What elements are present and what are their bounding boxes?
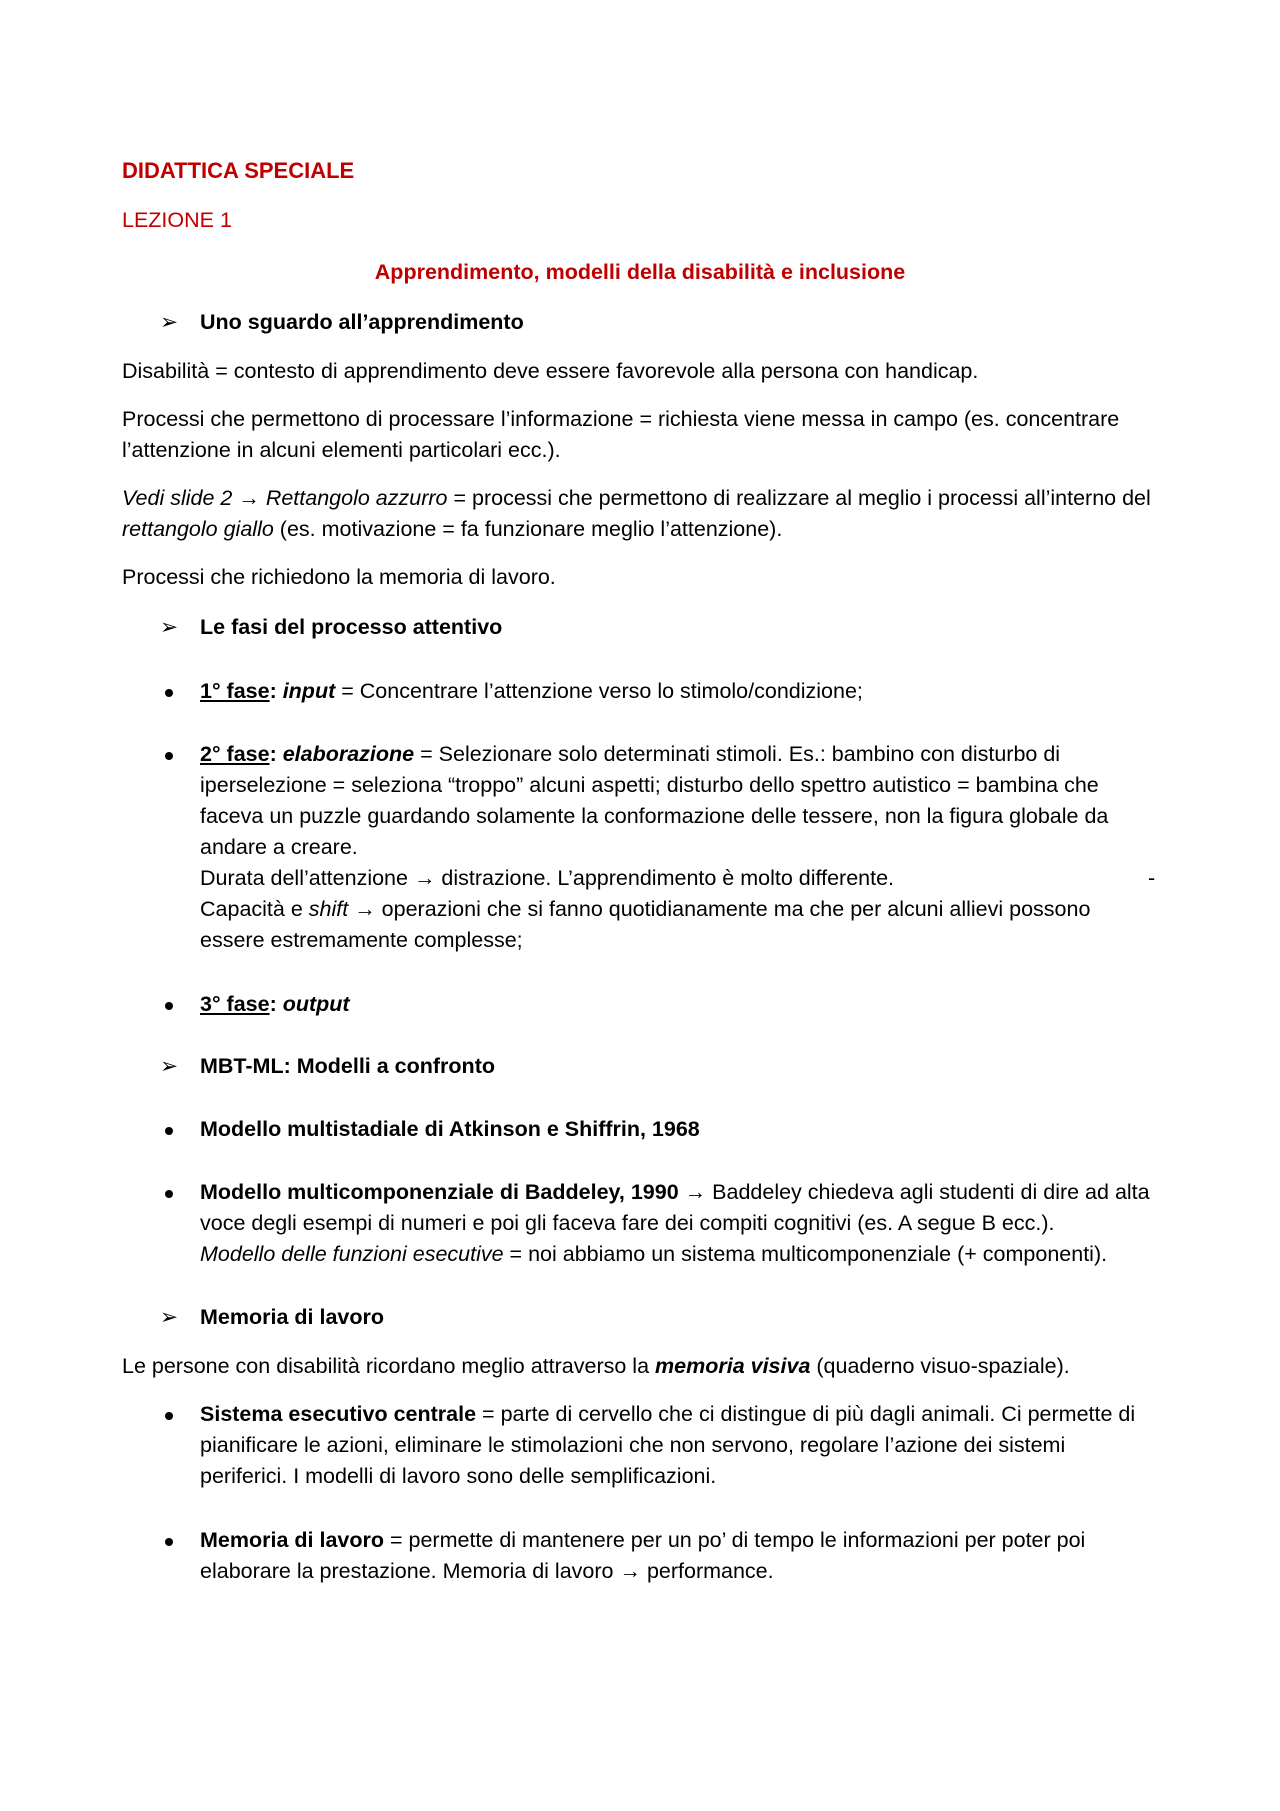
section-heading-fasi: ➢ Le fasi del processo attentivo bbox=[160, 612, 1160, 643]
list-item-baddeley: Modello multicomponenziale di Baddeley, 1990 → Baddeley chiedeva agli studenti di dire ad alta voce degli esempi di numeri e poi gli faceva fare dei compiti cognitivi (es. A segue B ecc.). Modello delle funzioni esecutive = noi abbiamo un sistema multicomponenziale (+ componenti). bbox=[200, 1180, 1150, 1266]
paragraph-processi: Processi che permettono di processare l’informazione = richiesta viene messa in campo (es. concentrare l’attenzione in alcuni elementi particolari ecc.). bbox=[122, 407, 1120, 462]
paragraph-slide: Vedi slide 2 → Rettangolo azzurro = processi che permettono di realizzare al meglio i processi all’interno del rettangolo giallo (es. motivazione = fa funzionare meglio l’attenzione). bbox=[122, 486, 1151, 541]
arrow-bullet-icon: ➢ bbox=[160, 1305, 179, 1329]
arrow-right-icon: → bbox=[354, 897, 376, 921]
paragraph-memoria-lavoro: Processi che richiedono la memoria di lavoro. bbox=[122, 565, 556, 589]
arrow-bullet-icon: ➢ bbox=[160, 615, 179, 639]
section-heading-memoria: ➢ Memoria di lavoro bbox=[160, 1302, 1160, 1333]
arrow-right-icon: → bbox=[619, 1559, 641, 1583]
arrow-right-icon: → bbox=[238, 486, 260, 510]
section-heading-apprendimento: ➢ Uno sguardo all’apprendimento bbox=[160, 307, 1160, 338]
arrow-right-icon: → bbox=[413, 866, 436, 890]
arrow-bullet-icon: ➢ bbox=[160, 310, 179, 334]
section-heading-modelli: ➢ MBT-ML: Modelli a confronto bbox=[160, 1051, 1160, 1082]
list-item-fase-3: 3° fase: output bbox=[200, 992, 350, 1016]
list-item-fase-2: 2° fase: elaborazione = Selezionare solo determinati stimoli. Es.: bambino con disturbo di iperselezione = seleziona “troppo” alcuni aspetti; disturbo dello spettro autistico = bambina che faceva un puzzle guardando solamente la conformazione delle tessere, non la figura globale da andare a creare. Durata dell’attenzione → distrazione. L’apprendimento è molto differente. Capacità e shift → operazioni che si fanno quotidianamente ma che per alcuni allievi possono essere estremamente complesse; bbox=[200, 742, 1109, 952]
list-item-atkinson: Modello multistadiale di Atkinson e Shiffrin, 1968 bbox=[200, 1117, 700, 1141]
arrow-bullet-icon: ➢ bbox=[160, 1054, 179, 1078]
list-item-memoria-lavoro: Memoria di lavoro = permette di mantenere per un po’ di tempo le informazioni per poter poi elaborare la prestazione. Memoria di lavoro → performance. bbox=[200, 1528, 1086, 1583]
lesson-label: LEZIONE 1 bbox=[122, 208, 232, 232]
course-title: DIDATTICA SPECIALE bbox=[122, 158, 355, 183]
paragraph-disabilita: Disabilità = contesto di apprendimento deve essere favorevole alla persona con handicap. bbox=[122, 359, 979, 383]
list-item-sistema-esecutivo: Sistema esecutivo centrale = parte di cervello che ci distingue di più dagli animali. Ci permette di pianificare le azioni, eliminare le stimolazioni che non servono, regolare l’azione dei sistemi periferici. I modelli di lavoro sono delle semplificazioni. bbox=[200, 1402, 1136, 1488]
page-title: Apprendimento, modelli della disabilità e inclusione bbox=[374, 260, 906, 284]
stray-dash: - bbox=[1148, 866, 1156, 890]
list-item-fase-1: 1° fase: input = Concentrare l’attenzione verso lo stimolo/condizione; bbox=[200, 679, 863, 703]
arrow-right-icon: → bbox=[684, 1180, 707, 1204]
paragraph-memoria-visiva: Le persone con disabilità ricordano meglio attraverso la memoria visiva (quaderno visuo-spaziale). bbox=[122, 1354, 1070, 1378]
